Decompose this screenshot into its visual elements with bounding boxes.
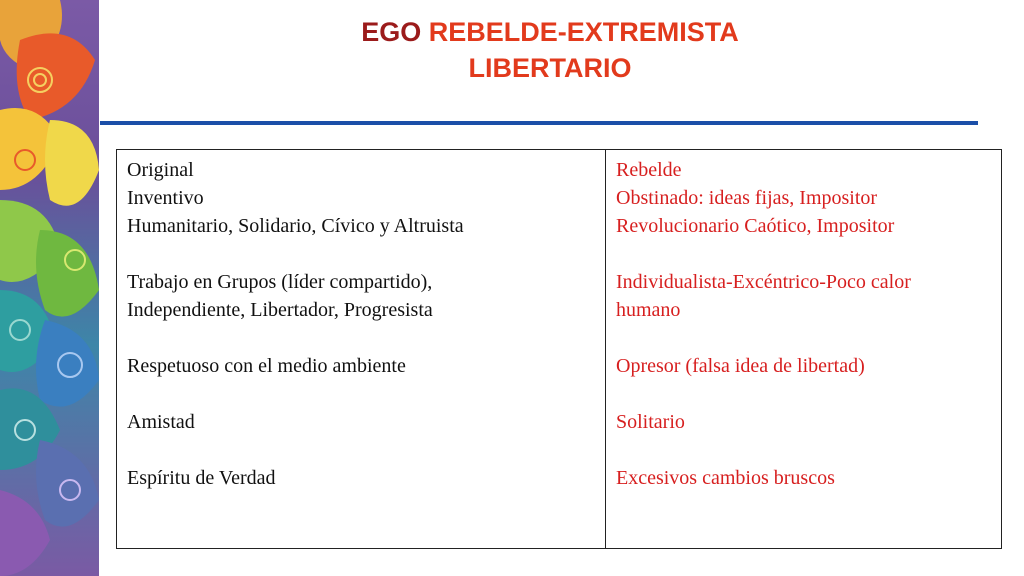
left-line: Trabajo en Grupos (líder compartido),	[127, 271, 433, 293]
right-line	[616, 240, 991, 268]
negative-traits-cell	[606, 150, 1002, 549]
left-line	[127, 240, 595, 268]
table-row	[117, 150, 1002, 549]
slide-title	[240, 14, 860, 86]
right-line: Rebelde	[616, 159, 682, 181]
right-line	[616, 436, 991, 464]
left-line: Espíritu de Verdad	[127, 467, 276, 489]
right-line: humano	[616, 299, 681, 321]
right-line	[616, 324, 991, 352]
left-line	[127, 436, 595, 464]
left-line: Humanitario, Solidario, Cívico y Altruista	[127, 215, 464, 237]
left-line: Original	[127, 159, 194, 181]
right-line: Obstinado: ideas fijas, Impositor	[616, 187, 878, 209]
title-subtitle: LIBERTARIO	[468, 53, 632, 83]
right-line	[616, 380, 991, 408]
title-main: REBELDE-EXTREMISTA	[428, 17, 739, 47]
positive-traits-cell	[117, 150, 606, 549]
left-line	[127, 380, 595, 408]
traits-table	[116, 149, 1002, 549]
left-line: Respetuoso con el medio ambiente	[127, 355, 406, 377]
left-line	[127, 324, 595, 352]
left-line: Independiente, Libertador, Progresista	[127, 299, 433, 321]
left-line: Amistad	[127, 411, 195, 433]
title-divider	[100, 121, 978, 125]
right-line: Excesivos cambios bruscos	[616, 467, 835, 489]
right-line: Opresor (falsa idea de libertad)	[616, 355, 865, 377]
right-line: Revolucionario Caótico, Impositor	[616, 215, 895, 237]
mandala-artwork	[0, 0, 99, 576]
right-line: Solitario	[616, 411, 685, 433]
left-line: Inventivo	[127, 187, 204, 209]
title-ego: EGO	[361, 17, 422, 47]
right-line: Individualista-Excéntrico-Poco calor	[616, 271, 911, 293]
